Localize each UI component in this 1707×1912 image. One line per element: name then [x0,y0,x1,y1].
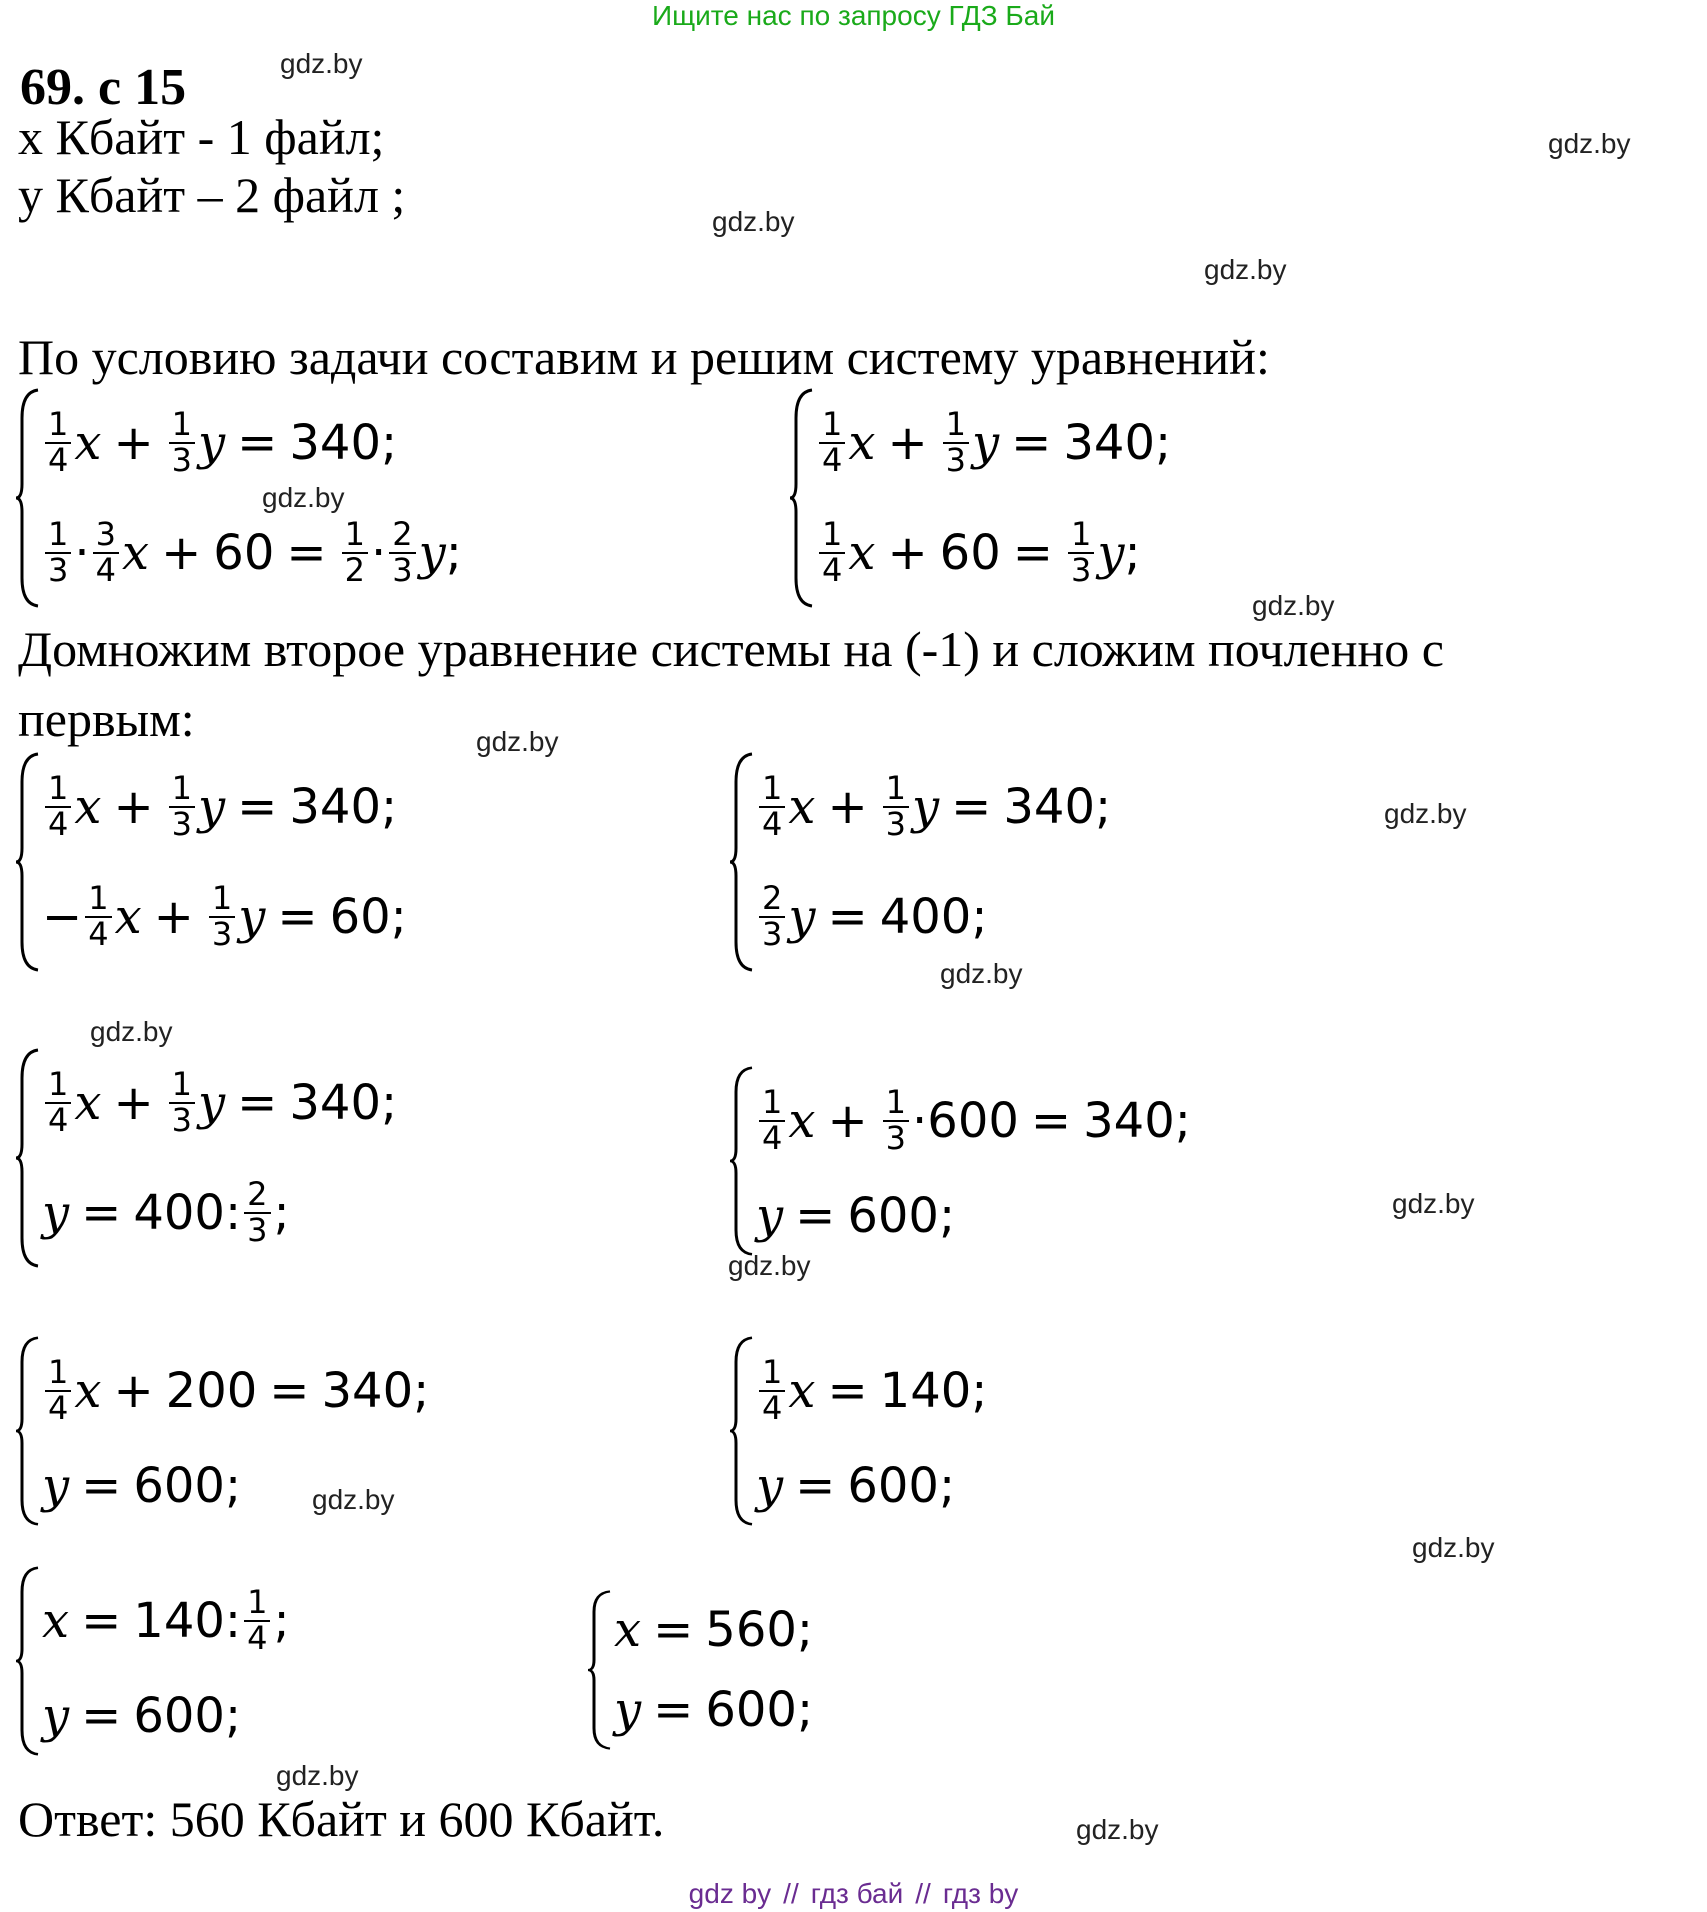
footer-banner [0,1878,1707,1910]
equation: $\frac{1}{4}$ x + $\frac{1}{3}$ y = 340 ; [42,388,462,498]
top-banner: Ищите нас по запросу ГДЗ Бай [651,0,1056,31]
left-brace [586,1590,614,1750]
left-brace [14,1048,42,1268]
equation-system-9 [14,1566,290,1756]
watermark: gdz.by [312,1484,395,1515]
equation-system-3 [14,752,407,972]
watermark: gdz.by [940,958,1023,989]
equation: y = 600 ; [42,1458,242,1514]
watermark: gdz.by [728,1250,811,1281]
watermark: gdz.by [262,482,345,513]
footer-link-1[interactable]: gdz by [688,1878,772,1909]
left-brace [14,752,42,972]
footer-separator: // [915,1878,931,1909]
footer-link-3[interactable]: гдз by [942,1878,1019,1909]
equation: $\frac{1}{4}$ x + $\frac{1}{3}$ y = 340 ; [42,1048,397,1158]
watermark: gdz.by [1392,1188,1475,1219]
intro-text: По условию задачи составим и решим систему уравнений: [18,329,1270,385]
equation-system-10 [586,1590,813,1750]
left-brace [728,752,756,972]
watermark: gdz.by [276,1760,359,1791]
equation-system-5 [14,1048,397,1268]
equation: $\frac{2}{3}$ y = 400 ; [756,862,1111,972]
watermark: gdz.by [1412,1532,1495,1563]
equation: x = 560 ; [614,1602,814,1658]
watermark: gdz.by [1384,798,1467,829]
left-brace [788,388,816,608]
equation: $\frac{1}{4}$ x + $\frac{1}{3}$ · 600 = 340 ; [756,1066,1191,1176]
equation: $\frac{1}{4}$ x + $\frac{1}{3}$ y = 340 ; [756,752,1111,862]
equation: − $\frac{1}{4}$ x + $\frac{1}{3}$ y = 60 ; [42,879,407,953]
given-line-2: y Кбайт – 2 файл ; [18,167,406,223]
equation: y = 600 ; [756,1458,956,1514]
footer-link-2[interactable]: гдз бай [810,1878,904,1909]
equation: x = 140 : $\frac{1}{4}$ ; [42,1583,290,1657]
watermark: gdz.by [1548,128,1631,159]
equation-system-1 [14,388,462,608]
left-brace [14,1566,42,1756]
left-brace [728,1066,756,1256]
given-line-1: x Кбайт - 1 файл; [18,109,385,165]
watermark: gdz.by [1076,1814,1159,1845]
equation-system-8 [728,1336,987,1526]
watermark: gdz.by [476,726,559,757]
equation-system-2 [788,388,1171,608]
equation-system-6 [728,1066,1191,1256]
left-brace [14,1336,42,1526]
equation: y = 600 ; [756,1188,956,1244]
watermark: gdz.by [712,206,795,237]
left-brace [728,1336,756,1526]
page-title: 69. с 15 [20,59,187,116]
watermark: gdz.by [90,1016,173,1047]
equation-system-4 [728,752,1111,972]
watermark: gdz.by [280,48,363,79]
step-text-line-1: Домножим второе уравнение системы на (-1) и сложим почленно с [18,621,1444,677]
equation: y = 400 : $\frac{2}{3}$ ; [42,1175,290,1249]
equation: $\frac{1}{4}$ x + 60 = $\frac{1}{3}$ y ; [816,498,1171,608]
equation: $\frac{1}{4}$ x + $\frac{1}{3}$ y = 340 ; [816,388,1171,498]
answer-text: Ответ: 560 Кбайт и 600 Кбайт. [18,1791,665,1847]
equation: y = 600 ; [42,1688,242,1744]
equation-system-7 [14,1336,429,1526]
equation: $\frac{1}{4}$ x + 200 = 340 ; [42,1336,429,1446]
equation: $\frac{1}{3}$ · $\frac{3}{4}$ x + 60 = $\frac{1}{2}$ · $\frac{2}{3}$ y ; [42,498,462,608]
equation: y = 600 ; [614,1682,814,1738]
footer-separator: // [783,1878,799,1909]
left-brace [14,388,42,608]
equation: $\frac{1}{4}$ x + $\frac{1}{3}$ y = 340 ; [42,752,407,862]
watermark: gdz.by [1252,590,1335,621]
watermark: gdz.by [1204,254,1287,285]
step-text-line-2: первым: [18,691,195,747]
equation: $\frac{1}{4}$ x = 140 ; [756,1336,987,1446]
